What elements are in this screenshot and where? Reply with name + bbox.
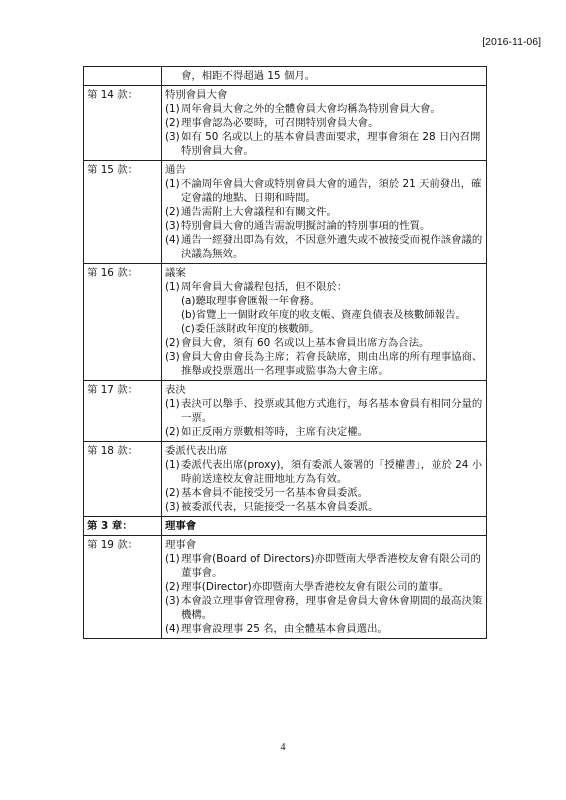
table-row xyxy=(84,264,487,381)
article-content xyxy=(162,161,487,264)
list-item: (2) 理事(Director)亦即暨南大學香港校友會有限公司的董事。 xyxy=(165,581,450,593)
table-row xyxy=(84,381,487,442)
list-item: (1) 不論周年會員大會或特別會員大會的通告，須於 21 天前發出，確定會議的地點、日期和時間。 xyxy=(165,178,482,204)
sub-item: (c)委任該財政年度的核數師。 xyxy=(181,323,320,335)
list-item: (2) 會員大會，須有 60 名或以上基本會員出席方為合法。 xyxy=(165,337,430,349)
chapter-label: 第 3 章： xyxy=(84,517,162,536)
table-row xyxy=(84,161,487,264)
list-item: (1) 周年會員大會議程包括，但不限於： xyxy=(165,281,348,293)
table-row xyxy=(84,67,487,86)
chapter-title: 理事會 xyxy=(162,517,487,536)
table-row xyxy=(84,442,487,517)
list-item: (3) 被委派代表，只能接受一名基本會員委派。 xyxy=(165,501,379,513)
articles-table xyxy=(83,66,487,639)
article-content xyxy=(162,86,487,161)
article-label: 第 19 款： xyxy=(84,536,162,639)
page-number: 4 xyxy=(280,742,286,753)
sub-item: (b)省覽上一個財政年度的收支帳、資產負債表及核數師報告。 xyxy=(181,309,466,321)
list-item: (3) 本會設立理事會管理會務，理事會是會員大會休會期間的最高決策機構。 xyxy=(165,595,483,621)
list-item: (3) 會員大會由會長為主席；若會長缺席，則由出席的所有理事協商、推舉或投票選出一名理事或監事為大會主席。 xyxy=(165,351,483,377)
list-item: (1) 理事會(Board of Directors)亦即暨南大學香港校友會有限公司的董事會。 xyxy=(165,553,481,579)
document-date: [2016-11-06] xyxy=(482,36,541,48)
article-title: 理事會 xyxy=(165,539,197,551)
article-content xyxy=(162,381,487,442)
article-label xyxy=(84,67,162,86)
sub-item: (a)聽取理事會匯報一年會務。 xyxy=(181,295,321,307)
list-item: (1) 表決可以舉手、投票或其他方式進行，每名基本會員有相同分量的一票。 xyxy=(165,398,483,424)
list-item: (1) 周年會員大會之外的全體會員大會均稱為特別會員大會。 xyxy=(165,103,441,115)
table-row xyxy=(84,86,487,161)
article-title: 委派代表出席 xyxy=(165,445,228,457)
chapter-row xyxy=(84,517,487,536)
article-content xyxy=(162,442,487,517)
continued-text: 會，相距不得超過 15 個月。 xyxy=(181,70,316,82)
table-row xyxy=(84,536,487,639)
article-title: 通告 xyxy=(165,164,186,176)
list-item: (2) 如正反兩方票數相等時，主席有決定權。 xyxy=(165,426,369,438)
article-title: 特別會員大會 xyxy=(165,89,228,101)
list-item: (1) 委派代表出席(proxy)，須有委派人簽署的「授權書」，並於 24 小時前送達校友會註冊地址方為有效。 xyxy=(165,459,483,485)
list-item: (2) 理事會認為必要時，可召開特別會員大會。 xyxy=(165,117,379,129)
article-label: 第 15 款： xyxy=(84,161,162,264)
article-label: 第 18 款： xyxy=(84,442,162,517)
list-item: (2) 基本會員不能接受另一名基本會員委派。 xyxy=(165,487,369,499)
article-title: 議案 xyxy=(165,267,186,279)
article-content xyxy=(162,536,487,639)
list-item: (3) 如有 50 名或以上的基本會員書面要求，理事會須在 28 日內召開特別會員大會。 xyxy=(165,131,481,157)
list-item: (2) 通告需附上大會議程和有關文件。 xyxy=(165,206,337,218)
list-item: (3) 特別會員大會的通告需說明擬討論的特別事項的性質。 xyxy=(165,220,431,232)
article-label: 第 17 款： xyxy=(84,381,162,442)
article-content xyxy=(162,264,487,381)
article-content xyxy=(162,67,487,86)
article-label: 第 16 款： xyxy=(84,264,162,381)
list-item: (4) 通告一經發出即為有效，不因意外遺失或不被接受而視作該會議的決議為無效。 xyxy=(165,234,483,260)
article-title: 表決 xyxy=(165,384,186,396)
article-label: 第 14 款： xyxy=(84,86,162,161)
list-item: (4) 理事會設理事 25 名，由全體基本會員選出。 xyxy=(165,623,388,635)
